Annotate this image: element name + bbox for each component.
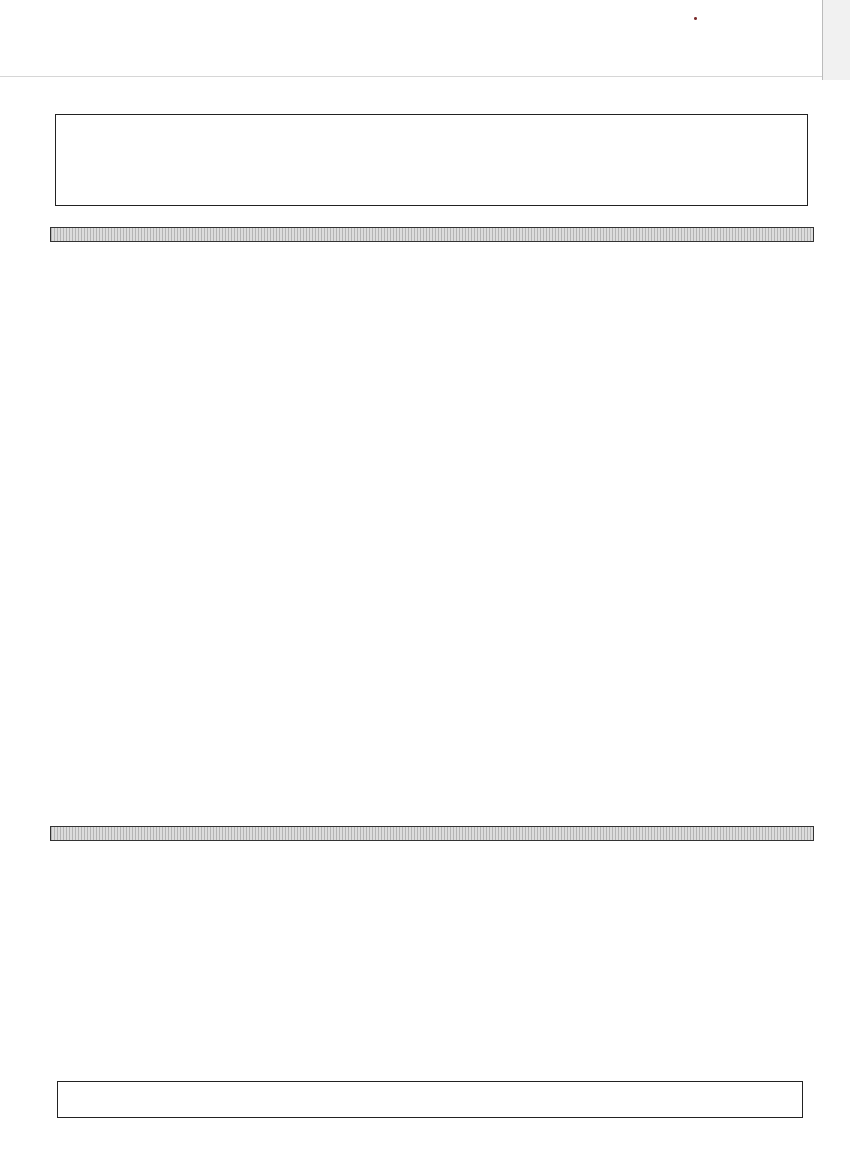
result-row: [0, 515, 850, 531]
result-row: [0, 264, 850, 280]
result-row: [0, 695, 850, 711]
result-row: [0, 300, 850, 316]
result-row: [0, 731, 850, 747]
result-row: [0, 336, 850, 352]
scan-edge-line: [0, 76, 822, 77]
result-row: [0, 372, 850, 388]
record-header: [55, 114, 808, 206]
result-row: [0, 408, 850, 424]
page-footer: [57, 1081, 803, 1118]
section-bar-ekg: [50, 826, 814, 841]
result-row: [0, 243, 850, 259]
result-row: [0, 551, 850, 567]
result-row: [0, 587, 850, 603]
result-row: [0, 803, 850, 819]
result-row: [0, 479, 850, 495]
scan-edge-corner: [822, 0, 850, 80]
result-row: [0, 444, 850, 460]
result-row: [0, 659, 850, 675]
section-bar-blood-culture: [50, 227, 814, 242]
scan-speck: [694, 17, 697, 20]
result-row: [0, 767, 850, 783]
result-row: [0, 623, 850, 639]
